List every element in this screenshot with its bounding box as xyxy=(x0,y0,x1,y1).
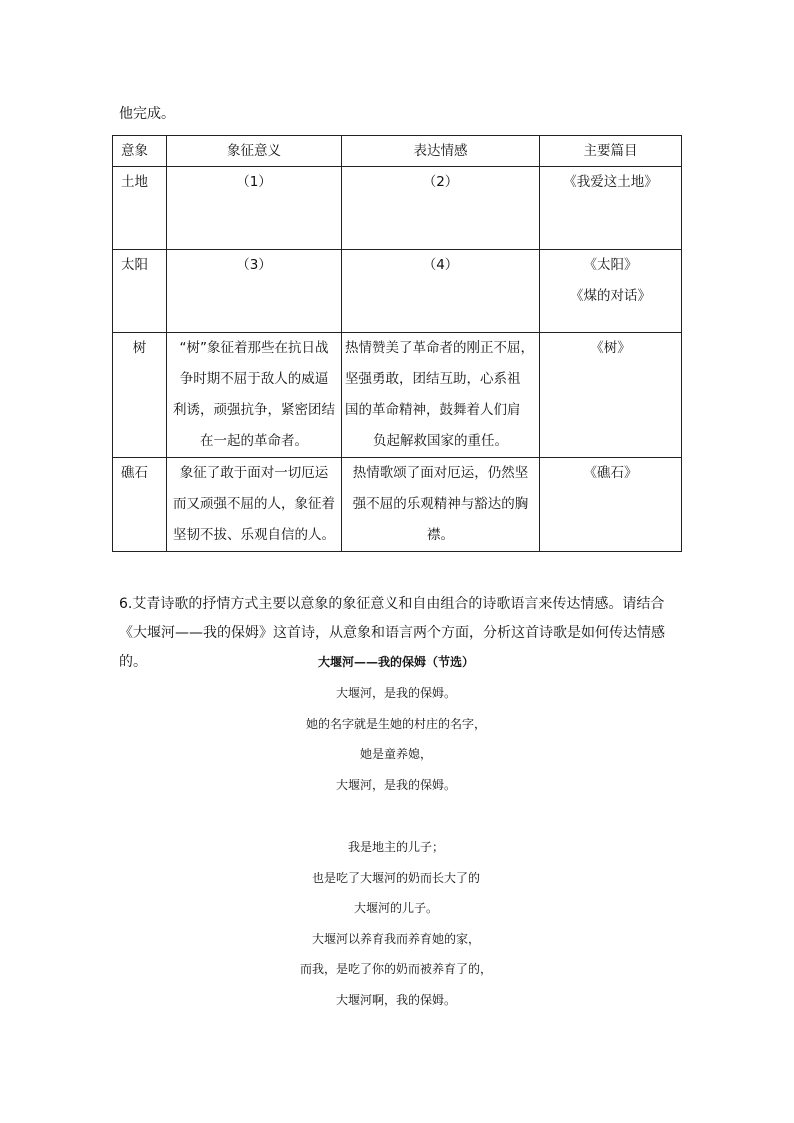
cell-image: 太阳 xyxy=(113,250,167,333)
cell-image: 礁石 xyxy=(113,458,167,552)
poem-line: 我是地主的儿子； xyxy=(347,840,444,854)
cell-text: 国的革命精神，鼓舞着人们肩 xyxy=(345,402,521,418)
cell-text: 《礁石》 xyxy=(583,465,638,481)
cell-text: 而又顽强不屈的人，象征着 xyxy=(173,496,335,512)
cell-text: 争时期不屈于敌人的威逼 xyxy=(179,371,329,387)
cell-works xyxy=(540,250,682,333)
cell-emotion xyxy=(342,167,540,250)
cell-text: 象征了敢于面对一切厄运 xyxy=(179,465,329,481)
poem-line: 大堰河以养育我而养育她的家， xyxy=(311,931,480,946)
table-row xyxy=(113,167,682,250)
cell-works xyxy=(540,333,682,458)
cell-symbol xyxy=(167,458,342,552)
cell-text: 坚韧不拔、乐观自信的人。 xyxy=(173,527,335,543)
question-line: 6.艾青诗歌的抒情方式主要以意象的象征意义和自由组合的诗歌语言来传达情感。请结合 xyxy=(119,596,665,612)
cell-text: （4） xyxy=(422,257,459,273)
table-row xyxy=(113,250,682,333)
poem-line: 大堰河，是我的保姆。 xyxy=(335,777,456,792)
cell-works xyxy=(540,458,682,552)
cell-text: （1） xyxy=(236,174,272,190)
poem-line: 大堰河的儿子。 xyxy=(353,901,438,915)
imagery-table xyxy=(112,135,682,552)
cell-text: 襟。 xyxy=(427,527,454,543)
cell-image: 树 xyxy=(113,333,167,458)
header-emotion: 表达情感 xyxy=(342,136,540,167)
stanza-break xyxy=(196,800,596,832)
cell-text: “树”象征着那些在抗日战 xyxy=(179,340,329,356)
cell-symbol xyxy=(167,167,342,250)
poem-line: 也是吃了大堰河的奶而长大了的 xyxy=(311,870,480,885)
header-symbol: 象征意义 xyxy=(167,136,342,167)
header-image: 意象 xyxy=(113,136,167,167)
cell-text: 在一起的革命者。 xyxy=(200,433,308,449)
cell-text: 热情歌颂了面对厄运，仍然坚 xyxy=(352,465,529,481)
intro-text: 他完成。 xyxy=(119,106,175,122)
poem-line: 大堰河，是我的保姆。 xyxy=(335,686,456,700)
cell-emotion xyxy=(342,333,540,458)
poem-title: 大堰河——我的保姆（节选） xyxy=(317,655,474,669)
question-line: 《大堰河——我的保姆》这首诗，从意象和语言两个方面，分析这首诗歌是如何传达情感的。 xyxy=(119,625,665,670)
cell-text: 利诱，顽强抗争，紧密团结 xyxy=(173,402,335,418)
table-row xyxy=(113,458,682,552)
cell-symbol xyxy=(167,250,342,333)
cell-text: 强不屈的乐观精神与豁达的胸 xyxy=(352,496,529,512)
poem-excerpt xyxy=(196,650,596,1015)
cell-text: （2） xyxy=(422,174,459,190)
poem-line: 她的名字就是生她的村庄的名字， xyxy=(305,716,486,731)
cell-text: 《我爱这土地》 xyxy=(563,174,658,190)
cell-emotion xyxy=(342,458,540,552)
cell-text: 《太阳》 xyxy=(583,257,638,273)
cell-works xyxy=(540,167,682,250)
header-works: 主要篇目 xyxy=(540,136,682,167)
poem-line: 而我，是吃了你的奶而被养育了的， xyxy=(299,962,492,976)
cell-text: 负起解救国家的重任。 xyxy=(373,433,508,449)
poem-line: 大堰河啊，我的保姆。 xyxy=(335,992,456,1007)
cell-text: 坚强勇敢，团结互助，心系祖 xyxy=(345,371,521,387)
cell-symbol xyxy=(167,333,342,458)
cell-image: 土地 xyxy=(113,167,167,250)
cell-emotion xyxy=(342,250,540,333)
cell-text: 《树》 xyxy=(590,340,631,356)
cell-text: 《煤的对话》 xyxy=(570,288,651,304)
table-header-row xyxy=(113,136,682,167)
table-row xyxy=(113,333,682,458)
poem-line: 她是童养媳， xyxy=(359,747,432,761)
cell-text: （3） xyxy=(236,257,272,273)
cell-text: 热情赞美了革命者的刚正不屈， xyxy=(345,340,534,356)
